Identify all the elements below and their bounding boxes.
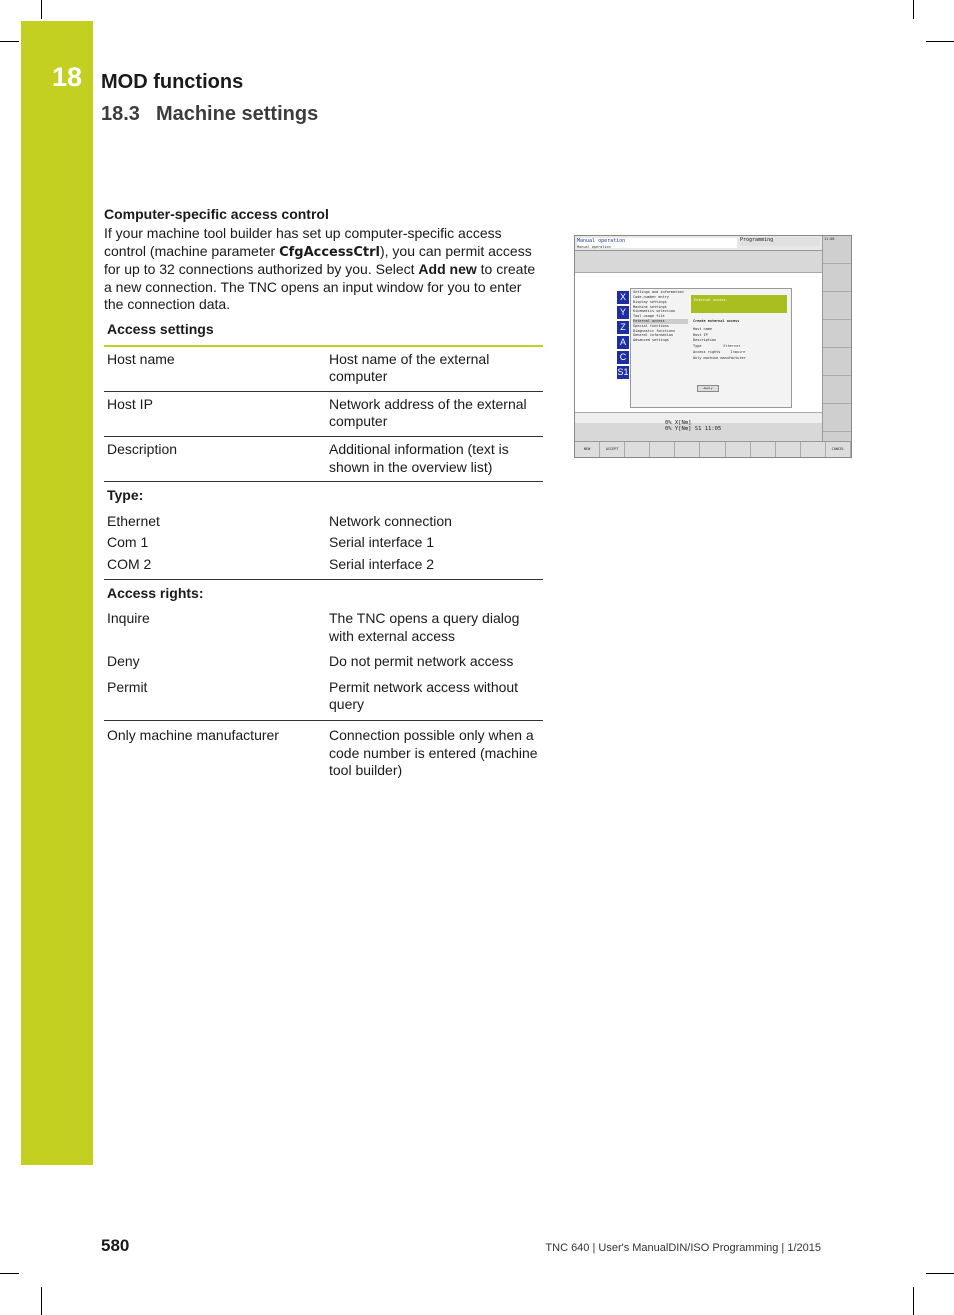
row-label: Host name — [104, 346, 326, 392]
chapter-number: 18 — [52, 62, 83, 92]
crop-mark — [913, 0, 914, 19]
mode-display — [577, 238, 737, 248]
table-row — [104, 608, 543, 651]
softkey[interactable] — [726, 442, 751, 458]
vsoftkey[interactable] — [823, 376, 851, 404]
page-number: 580 — [101, 1236, 130, 1255]
type-heading: Type: — [107, 487, 144, 504]
axis-y: Y — [617, 306, 629, 319]
mode-label: Manual operation — [577, 238, 626, 244]
axis-a: A — [617, 336, 629, 349]
row-desc: Permit network access without query — [326, 677, 543, 721]
subsection-heading: Computer-specific access control — [104, 206, 329, 222]
mode-sub-label: Manual operation — [577, 245, 611, 249]
table-row — [104, 511, 543, 533]
axis-c: C — [617, 351, 629, 364]
softkey[interactable] — [650, 442, 675, 458]
external-access-panel: External access — [691, 295, 787, 313]
row-desc: Serial interface 1 — [329, 534, 435, 551]
row-label: Inquire — [107, 610, 150, 627]
access-form — [693, 327, 785, 361]
axis-s1: S1 — [617, 367, 629, 377]
chapter-sidebar — [21, 21, 93, 1165]
softkey[interactable] — [625, 442, 650, 458]
settings-tree — [633, 295, 688, 343]
tree-item[interactable]: General information — [633, 333, 674, 338]
footer-text: TNC 640 | User's ManualDIN/ISO Programming | 1/2015 — [545, 1242, 821, 1254]
dialog-title: Settings and information — [633, 290, 684, 294]
crop-mark — [0, 41, 19, 42]
para-text: ), you can permit access for up to 32 connections authorized by you. Select — [104, 242, 532, 278]
row-label: Com 1 — [107, 534, 149, 551]
row-label: Deny — [107, 653, 140, 670]
rights-select[interactable]: Inquire — [730, 349, 746, 354]
form-field-label: Only machine manufacturer — [693, 355, 746, 360]
create-title: Create external access — [693, 319, 740, 323]
row-label: Ethernet — [107, 512, 160, 529]
table-row — [104, 554, 543, 579]
section-title-text: Machine settings — [155, 103, 319, 125]
table-row — [104, 721, 543, 785]
vsoftkey[interactable] — [823, 348, 851, 376]
row-desc: Connection possible only when a code number is entered (machine tool builder) — [329, 727, 538, 779]
tree-item[interactable]: Diagnostic functions — [633, 328, 676, 333]
pos-line: 0% X[Nm] — [665, 420, 692, 426]
softkey[interactable] — [751, 442, 776, 458]
tree-item[interactable]: Code-number entry — [633, 295, 669, 299]
table-row — [104, 391, 543, 436]
main-content — [104, 206, 543, 785]
row-desc: Additional information (text is shown in the overview list) — [326, 436, 543, 481]
softkey[interactable] — [700, 442, 725, 458]
form-field-label: Type — [693, 344, 702, 349]
section-number: 18.3 — [101, 103, 140, 125]
tree-item-selected[interactable]: External access — [633, 319, 688, 324]
crop-mark — [41, 1287, 42, 1315]
intro-paragraph — [104, 225, 543, 314]
row-label: Description — [104, 436, 326, 481]
programming-tab: Programming — [740, 237, 820, 246]
para-text: If your machine tool builder has set up computer-specific access control (machine parameter — [104, 225, 502, 259]
vsoftkey[interactable] — [823, 404, 851, 432]
softkey[interactable] — [675, 442, 700, 458]
group-heading-row — [104, 579, 543, 608]
form-field-label: Host name — [693, 327, 712, 331]
axis-z: Z — [617, 321, 629, 334]
softkey-new[interactable]: NEW — [575, 442, 600, 458]
mode-bar — [575, 236, 823, 251]
vsoftkey[interactable] — [823, 292, 851, 320]
row-label: Permit — [104, 677, 326, 721]
row-desc: The TNC opens a query dialog with external access — [329, 610, 520, 644]
crop-mark — [926, 41, 954, 42]
tree-item[interactable]: Display settings — [633, 299, 667, 304]
row-desc: Host name of the external computer — [326, 346, 543, 392]
tree-item[interactable]: Kinematics selection — [633, 309, 676, 314]
crop-mark — [0, 1273, 19, 1274]
add-new-softkey-name: Add new — [418, 261, 477, 278]
row-desc: Network connection — [329, 512, 452, 529]
table-header: Access settings — [104, 321, 543, 346]
row-label: COM 2 — [104, 554, 326, 579]
chapter-title: MOD functions — [101, 71, 244, 93]
softkey-accept[interactable]: ACCEPT — [600, 442, 625, 458]
settings-dialog — [630, 288, 792, 408]
form-field-label: Description — [693, 338, 717, 343]
softkey[interactable] — [776, 442, 801, 458]
axis-x: X — [617, 291, 629, 304]
vsoftkey[interactable]: 11:05 — [823, 236, 851, 264]
crop-mark — [41, 0, 42, 19]
pos-line: 0% Y[Nm] S1 11:05 — [665, 426, 722, 432]
tree-item[interactable]: Special functions — [633, 323, 669, 328]
table-row — [104, 346, 543, 392]
form-field-label: Access rights — [693, 349, 721, 354]
tree-item[interactable]: Advanced settings — [633, 338, 669, 343]
section-title — [101, 103, 318, 126]
row-label: Only machine manufacturer — [107, 727, 279, 744]
group-heading-row — [104, 482, 543, 511]
axis-list — [617, 291, 629, 381]
softkey[interactable] — [801, 442, 826, 458]
position-readout — [665, 420, 721, 432]
crop-mark — [926, 1273, 954, 1274]
table-row — [104, 651, 543, 677]
table-row — [104, 677, 543, 721]
machine-parameter: CfgAccessCtrl — [279, 244, 380, 260]
vsoftkey[interactable] — [823, 320, 851, 348]
tnc-screenshot — [574, 235, 852, 458]
para-text: to create a new connection. The TNC opens an input window for you to enter the connection data. — [104, 261, 536, 313]
row-desc: Network address of the external computer — [326, 391, 543, 436]
access-settings-table — [104, 321, 543, 785]
row-desc: Serial interface 2 — [326, 554, 543, 579]
tree-item[interactable]: Machine settings — [633, 304, 667, 309]
vertical-softkeys — [822, 236, 851, 441]
softkey-cancel[interactable]: CANCEL — [826, 442, 851, 458]
tree-item[interactable]: Tool usage file — [633, 314, 665, 319]
table-row — [104, 436, 543, 481]
rights-heading: Access rights: — [107, 584, 204, 601]
row-desc: Do not permit network access — [329, 653, 514, 670]
vsoftkey[interactable] — [823, 264, 851, 292]
apply-button[interactable]: Apply — [697, 385, 719, 392]
softkey-row — [575, 441, 851, 458]
crop-mark — [913, 1287, 914, 1315]
row-label: Host IP — [104, 391, 326, 436]
type-select[interactable]: Ethernet — [723, 344, 741, 349]
form-field-label: Host IP — [693, 332, 708, 337]
table-row — [104, 532, 543, 554]
